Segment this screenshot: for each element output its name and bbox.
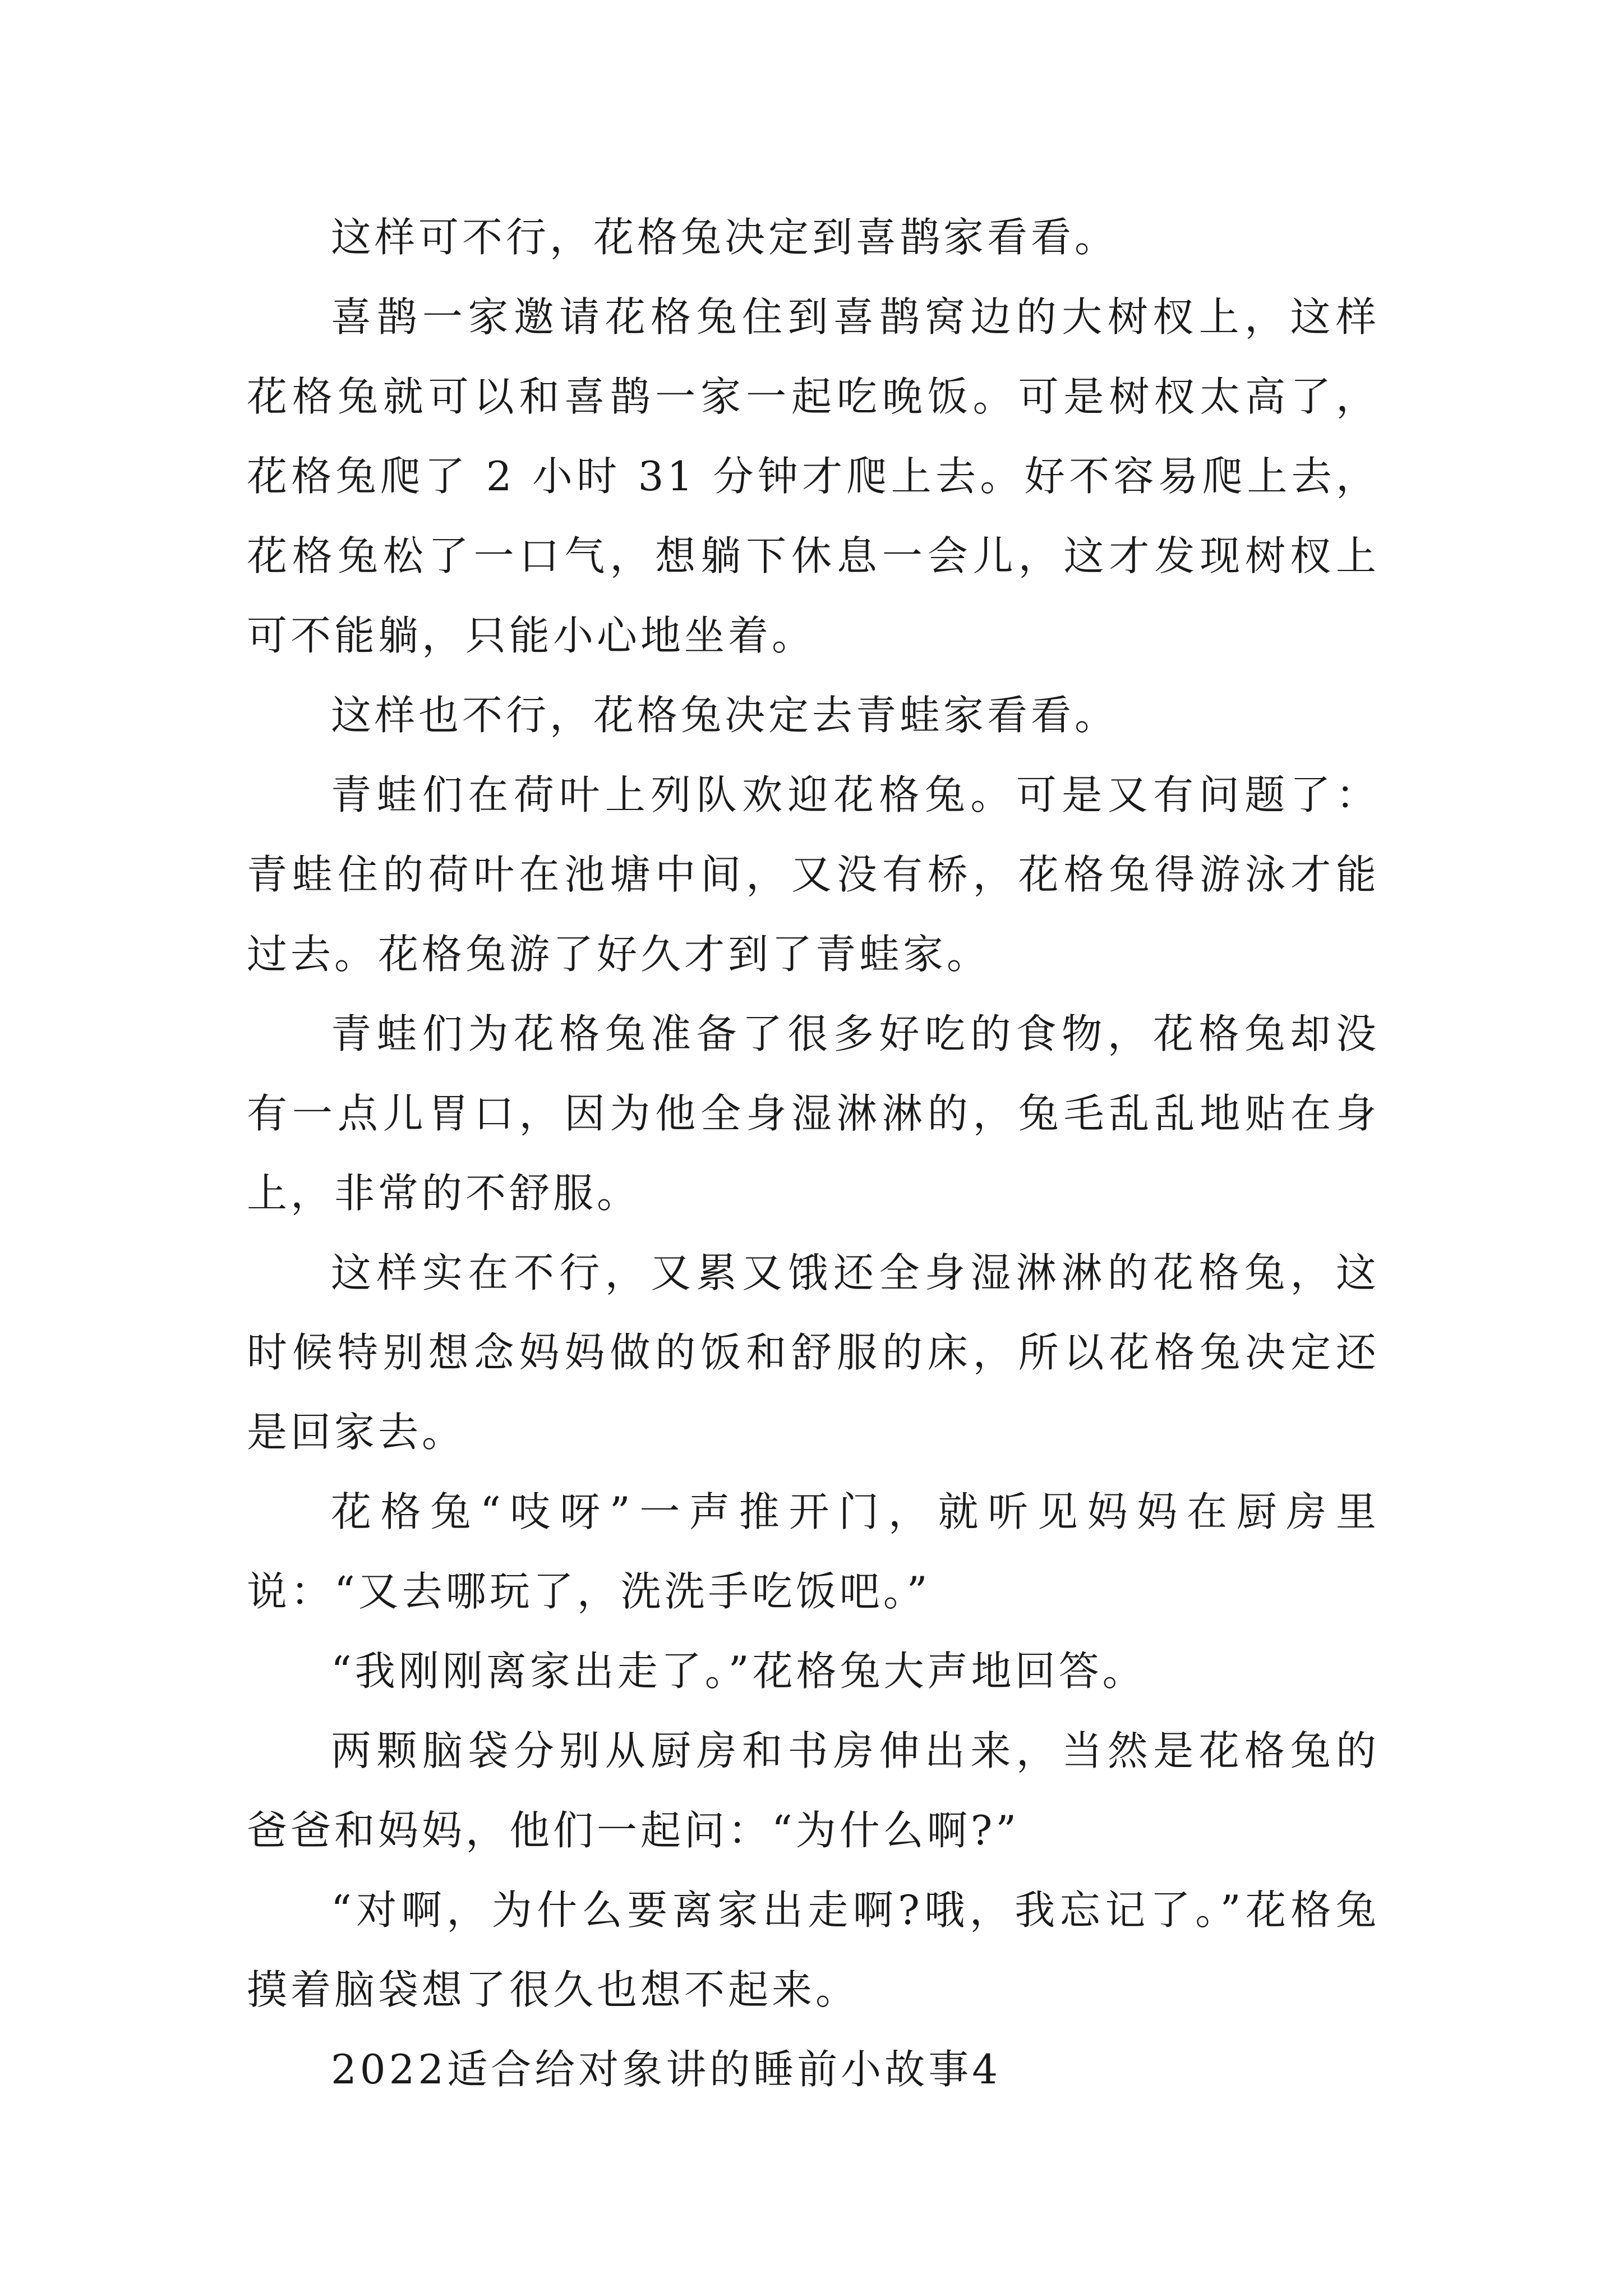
paragraph: “对啊，为什么要离家出走啊?哦，我忘记了。”花格兔摸着脑袋想了很久也想不起来。 (247, 1887, 1380, 2013)
paragraph: “我刚刚离家出走了。”花格兔大声地回答。 (331, 1648, 1146, 1695)
section-heading: 2022适合给对象讲的睡前小故事4 (331, 2046, 1002, 2093)
paragraph: 这样也不行，花格兔决定去青蛙家看看。 (331, 692, 1119, 739)
paragraph: 两颗脑袋分别从厨房和书房伸出来，当然是花格兔的爸爸和妈妈，他们一起问：“为什么啊?” (247, 1727, 1380, 1854)
paragraph: 这样实在不行，又累又饿还全身湿淋淋的花格兔，这时候特别想念妈妈做的饭和舒服的床，所以花格兔决定还是回家去。 (247, 1249, 1380, 1456)
document-body (247, 197, 1380, 2109)
paragraph: 青蛙们为花格兔准备了很多好吃的食物，花格兔却没有一点儿胃口，因为他全身湿淋淋的，兔毛乱乱地贴在身上，非常的不舒服。 (247, 1010, 1380, 1217)
paragraph: 花格兔“吱呀”一声推开门，就听见妈妈在厨房里说：“又去哪玩了，洗洗手吃饭吧。” (247, 1488, 1380, 1615)
paragraph: 青蛙们在荷叶上列队欢迎花格兔。可是又有问题了：青蛙住的荷叶在池塘中间，又没有桥，花格兔得游泳才能过去。花格兔游了好久才到了青蛙家。 (247, 771, 1380, 978)
paragraph: 这样可不行，花格兔决定到喜鹊家看看。 (331, 214, 1119, 261)
paragraph: 喜鹊一家邀请花格兔住到喜鹊窝边的大树杈上，这样花格兔就可以和喜鹊一家一起吃晚饭。可是树杈太高了，花格兔爬了 2 小时 31 分钟才爬上去。好不容易爬上去，花格兔松了一口气，想躺下休息一会儿，这才发现树杈上可不能躺，只能小心地坐着。 (247, 293, 1380, 659)
